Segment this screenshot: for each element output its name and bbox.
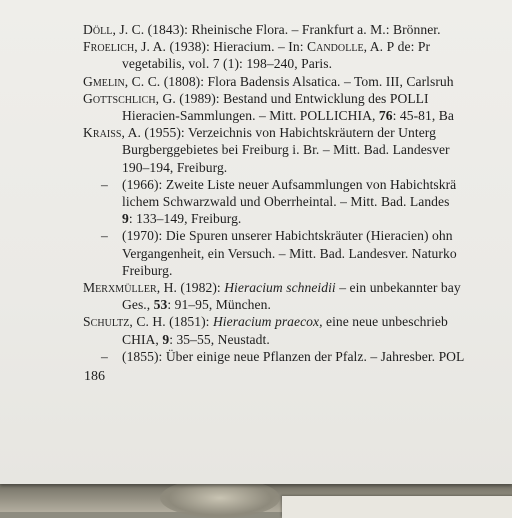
- reference-line: [122, 193, 449, 210]
- reference-text: CHIA,: [122, 331, 163, 347]
- author-name: Merxmüller, H.: [83, 280, 177, 295]
- reference-line: [122, 262, 172, 279]
- volume-number: 53: [153, 297, 168, 313]
- reference-text: (1851):: [165, 314, 213, 330]
- author-name: Gottschlich, G.: [83, 90, 176, 106]
- reference-line: [122, 176, 456, 193]
- reference-dash: –: [101, 228, 108, 244]
- paper-slip: [282, 496, 512, 518]
- reference-line: [122, 55, 332, 72]
- reference-line: [83, 313, 448, 330]
- author-name: Kraiss, A.: [83, 125, 141, 141]
- volume-number: 76: [378, 108, 393, 123]
- reference-line: [122, 210, 241, 227]
- reference-text: (1855): Über einige neue Pflanzen der Pfalz. – Jahresber. POL: [122, 348, 465, 364]
- reference-text: de: Pr: [394, 39, 431, 55]
- reference-dash: –: [101, 348, 108, 364]
- reference-line: [122, 296, 271, 313]
- reference-text: vegetabilis, vol. 7 (1): 198–240, Paris.: [122, 56, 333, 72]
- reference-text: lichem Schwarzwald und Oberrheintal. – Mitt. Bad. Landes: [122, 194, 450, 209]
- reference-line: [83, 124, 436, 141]
- reference-text: eine neue unbeschrieb: [322, 314, 448, 330]
- reference-text: : 133–149, Freiburg.: [128, 211, 242, 227]
- reference-line: [122, 245, 457, 262]
- reference-line: [122, 331, 270, 348]
- reference-text: : 91–95, München.: [167, 297, 271, 313]
- reference-text: Ges.,: [122, 297, 154, 313]
- reference-line: [83, 90, 429, 107]
- author-name: Döll, J. C.: [83, 22, 145, 37]
- reference-text: (1982):: [176, 280, 225, 295]
- author-name: Candolle, A. P: [306, 39, 395, 55]
- reference-text: : 45-81, Ba: [392, 108, 454, 123]
- reference-text: (1970): Die Spuren unserer Habichtskräuter (Hieracien) ohn: [122, 228, 453, 244]
- reference-text: : 35–55, Neustadt.: [169, 331, 270, 347]
- reference-line: [122, 227, 453, 244]
- author-name: Froelich, J. A.: [83, 39, 166, 55]
- species-name: Hieracium schneidii: [224, 280, 336, 295]
- reference-line: [122, 159, 227, 176]
- reference-text: (1808): Flora Badensis Alsatica. – Tom. III, Carlsruh: [160, 73, 454, 89]
- reference-text: (1938): Hieracium. – In:: [166, 39, 307, 55]
- reference-line: [122, 141, 450, 158]
- reference-text: – ein unbekannter bay: [335, 280, 461, 295]
- reference-text: (1955): Verzeichnis von Habichtskräutern der Unterg: [140, 125, 436, 141]
- background-object: [160, 478, 280, 518]
- reference-line: [122, 107, 454, 124]
- author-name: Gmelin, C. C.: [83, 73, 161, 89]
- reference-text: (1989): Bestand und Entwicklung des POLLI: [175, 90, 429, 106]
- reference-text: Hieracien-Sammlungen. – Mitt. POLLICHIA,: [122, 108, 379, 123]
- reference-text: Freiburg.: [122, 262, 173, 278]
- reference-line: [83, 73, 454, 90]
- species-name: Hieracium praecox,: [212, 314, 323, 330]
- reference-text: (1843): Rheinische Flora. – Frankfurt a. M.: Brönner.: [144, 22, 441, 37]
- author-name: Schultz, C. H.: [83, 314, 166, 330]
- reference-text: 190–194, Freiburg.: [122, 159, 228, 175]
- reference-dash: –: [101, 176, 108, 192]
- volume-number: 9: [162, 331, 170, 347]
- reference-line: [83, 38, 430, 55]
- reference-line: [83, 21, 441, 38]
- page-number: 186: [84, 369, 105, 384]
- reference-text: Vergangenheit, ein Versuch. – Mitt. Bad. Landesver. Naturko: [122, 245, 457, 261]
- reference-line: [83, 279, 461, 296]
- reference-line: [122, 348, 464, 365]
- reference-text: (1966): Zweite Liste neuer Aufsammlungen von Habichtskrä: [122, 176, 457, 192]
- volume-number: 9: [122, 211, 129, 227]
- reference-text: Burgberggebietes bei Freiburg i. Br. – Mitt. Bad. Landesver: [122, 142, 450, 158]
